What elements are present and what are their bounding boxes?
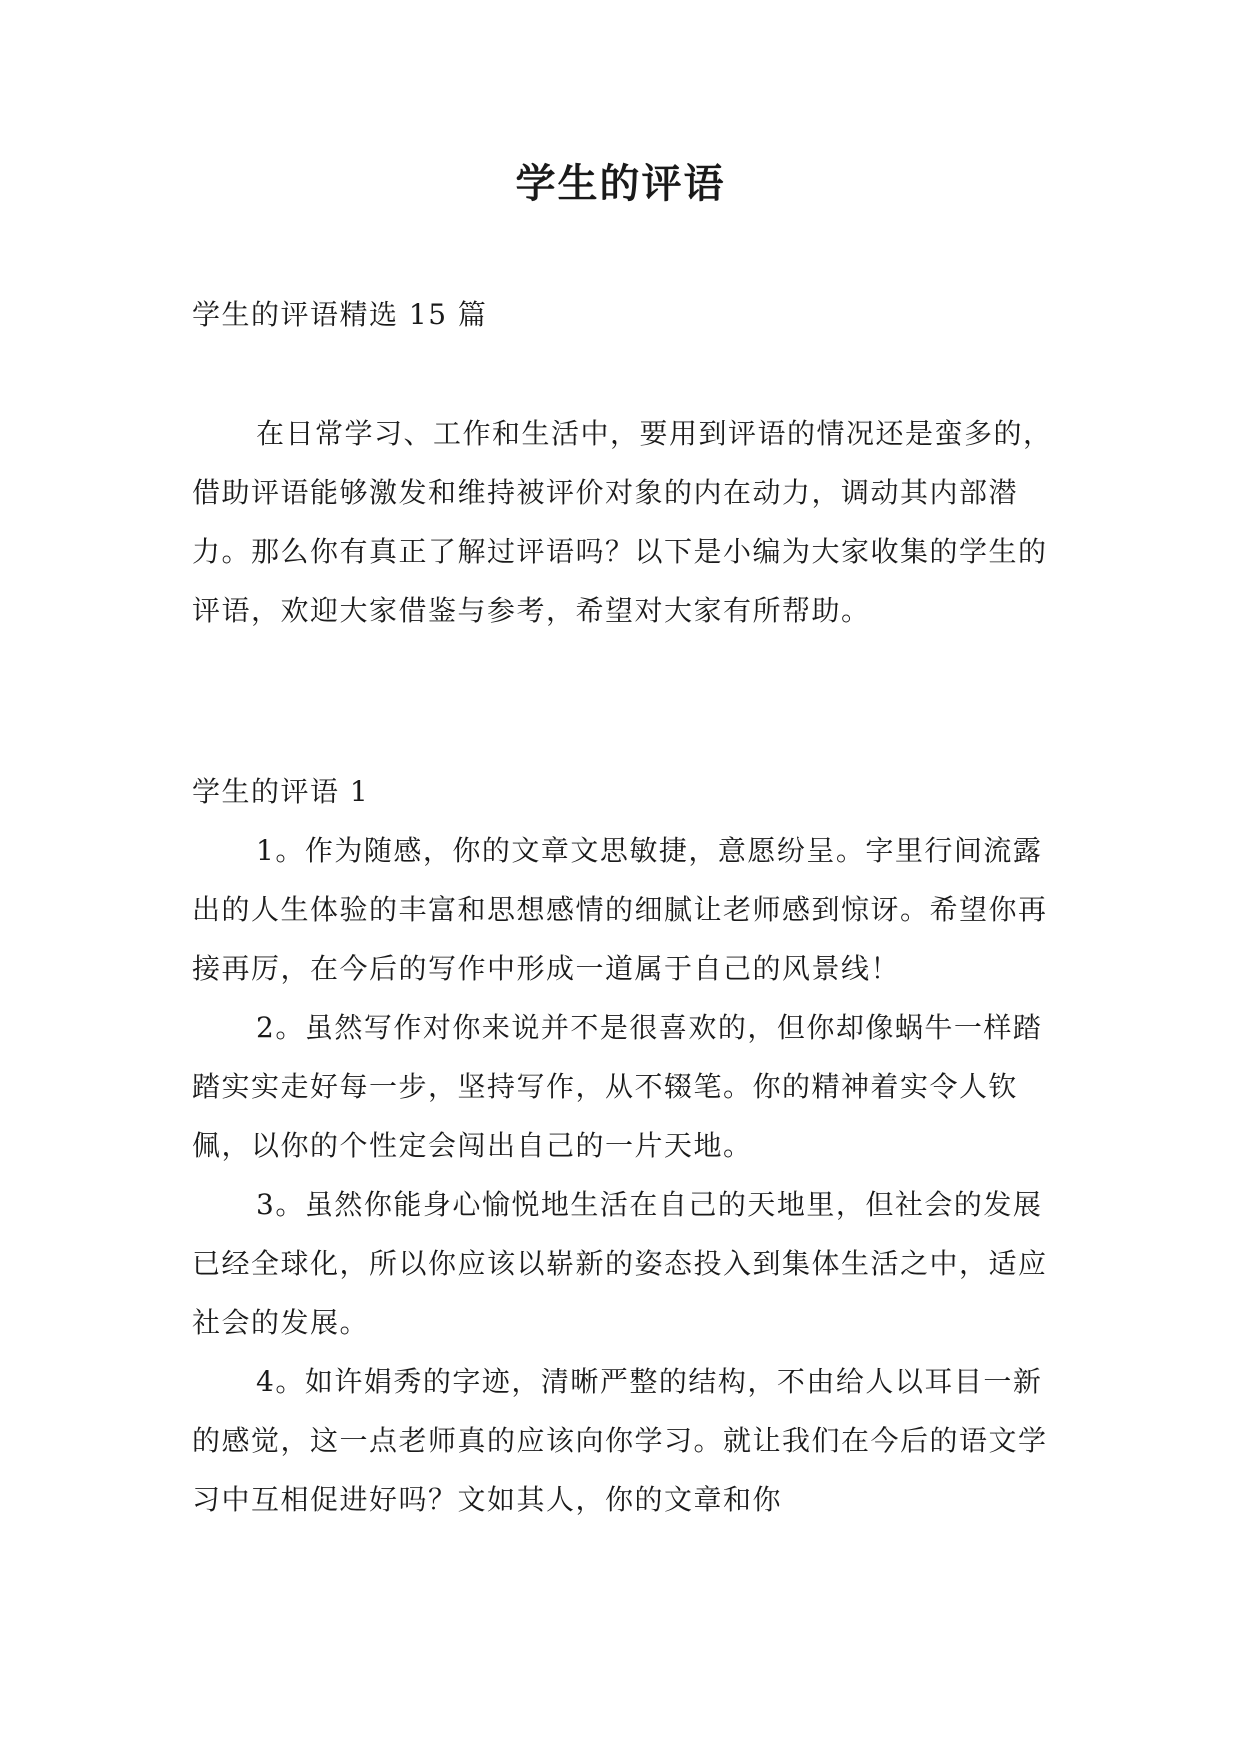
intro-paragraph: 在日常学习、工作和生活中，要用到评语的情况还是蛮多的，借助评语能够激发和维持被评价对象的内在动力，调动其内部潜力。那么你有真正了解过评语吗？以下是小编为大家收集的学生的评语，欢迎大家借鉴与参考，希望对大家有所帮助。 (192, 417, 1053, 627)
comment-item-1: 1。作为随感，你的文章文思敏捷，意愿纷呈。字里行间流露出的人生体验的丰富和思想感情的细腻让老师感到惊讶。希望你再接再厉，在今后的写作中形成一道属于自己的风景线！ (192, 834, 1048, 985)
document-title: 学生的评语 (515, 160, 726, 207)
subtitle-text: 学生的评语精选 15 篇 (192, 298, 488, 331)
document-subtitle (192, 285, 1056, 344)
comment-section (192, 762, 1056, 1529)
intro-block (192, 404, 1056, 640)
comment-item-3: 3。虽然你能身心愉悦地生活在自己的天地里，但社会的发展已经全球化，所以你应该以崭新的姿态投入到集体生活之中，适应社会的发展。 (192, 1188, 1048, 1339)
comment-item-2: 2。虽然写作对你来说并不是很喜欢的，但你却像蜗牛一样踏踏实实走好每一步，坚持写作，从不辍笔。你的精神着实令人钦佩，以你的个性定会闯出自己的一片天地。 (192, 1011, 1043, 1162)
section-heading: 学生的评语 1 (192, 775, 370, 808)
comment-item-4: 4。如许娟秀的字迹，清晰严整的结构，不由给人以耳目一新的感觉，这一点老师真的应该向你学习。就让我们在今后的语文学习中互相促进好吗？文如其人，你的文章和你 (192, 1365, 1048, 1516)
